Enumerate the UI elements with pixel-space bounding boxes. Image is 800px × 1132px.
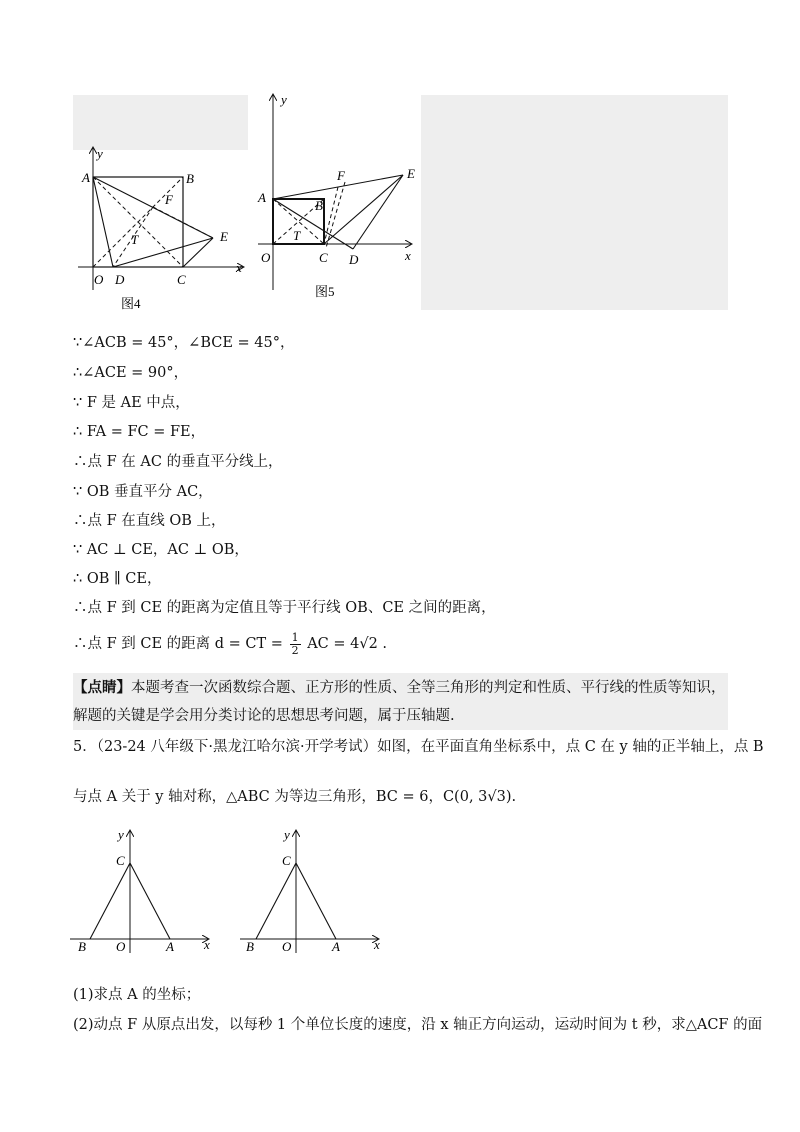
figure-background-right	[421, 95, 728, 310]
problem-5-question-1: (1)求点 A 的坐标；	[73, 987, 201, 1003]
p5-left-label-b: B	[78, 939, 86, 954]
fraction-one-half	[290, 632, 301, 657]
fig4-label-d: D	[115, 272, 125, 287]
comment-text-block	[73, 674, 728, 730]
problem-5-question-2: (2)动点 F 从原点出发，以每秒 1 个单位长度的速度，沿 x 轴正方向运动，运动时间为 t 秒，求△ACF 的面	[73, 1017, 763, 1033]
fig5-label-d: D	[349, 252, 359, 267]
p5-right-label-a: A	[332, 939, 340, 954]
comment-text: 本题考查一次函数综合题、正方形的性质、全等三角形的判定和性质、平行线的性质等知识，解题的关键是学会用分类讨论的思想思考问题，属于压轴题.	[73, 680, 726, 724]
fig4-label-x: x	[236, 260, 242, 275]
p5-right-label-b: B	[246, 939, 254, 954]
solution-line-3: ∵ F 是 AE 中点，	[73, 395, 190, 411]
p5-right-label-c: C	[282, 853, 291, 868]
p5-right-label-x: x	[374, 937, 380, 952]
fig5-label-x: x	[405, 248, 411, 263]
p5-left-label-y: y	[118, 827, 124, 842]
fig4-caption: 图4	[121, 296, 141, 311]
fig4-label-o: O	[94, 272, 104, 287]
fig4-label-a: A	[82, 170, 90, 185]
fig4-label-f: F	[165, 192, 173, 207]
solution-line-11	[73, 630, 387, 658]
p5-left-label-a: A	[166, 939, 174, 954]
solution-line-7: ∴点 F 在直线 OB 上，	[73, 513, 226, 529]
figure-4-diagram	[73, 140, 253, 315]
fig4-label-t: T	[131, 232, 139, 247]
p5-left-label-o: O	[116, 939, 126, 954]
p5-right-label-y: y	[284, 827, 290, 842]
fig5-label-c: C	[319, 250, 328, 265]
fig5-caption: 图5	[315, 284, 335, 299]
solution-line-2: ∴∠ACE = 90°，	[73, 365, 189, 381]
p5-left-label-c: C	[116, 853, 125, 868]
fig4-label-c: C	[177, 272, 186, 287]
solution-line-11-post: AC = 4√2 .	[307, 636, 388, 652]
solution-line-10: ∴点 F 到 CE 的距离为定值且等于平行线 OB、CE 之间的距离，	[73, 600, 496, 616]
fraction-numerator: 1	[291, 630, 299, 644]
figure-5-diagram	[253, 90, 421, 310]
fig5-label-b: B	[315, 198, 323, 213]
fig5-label-y: y	[281, 92, 287, 107]
problem-5-line-2: 与点 A 关于 y 轴对称，△ABC 为等边三角形，BC = 6，C(0, 3√3).	[73, 789, 517, 805]
fig5-label-o: O	[261, 250, 271, 265]
solution-line-6: ∵ OB 垂直平分 AC，	[73, 484, 213, 500]
fig4-label-e: E	[220, 229, 228, 244]
problem-5-figure-right	[238, 825, 388, 960]
problem-5-line-1: 5．（23-24 八年级下·黑龙江哈尔滨·开学考试）如图，在平面直角坐标系中，点 C 在 y 轴的正半轴上，点 B	[73, 739, 764, 755]
comment-tag: 【点睛】	[73, 679, 131, 696]
fig4-label-b: B	[186, 171, 194, 186]
solution-line-9: ∴ OB ∥ CE，	[73, 571, 162, 587]
problem-5-figure-left	[70, 825, 220, 960]
solution-line-8: ∵ AC ⊥ CE，AC ⊥ OB，	[73, 542, 249, 558]
solution-line-4: ∴ FA = FC = FE，	[73, 424, 206, 440]
solution-line-5: ∴点 F 在 AC 的垂直平分线上，	[73, 454, 283, 470]
fig5-label-e: E	[407, 166, 415, 181]
fig5-label-t: T	[293, 228, 301, 243]
solution-line-11-pre: ∴点 F 到 CE 的距离 d = CT =	[73, 636, 283, 652]
p5-right-label-o: O	[282, 939, 292, 954]
fig5-label-a: A	[258, 190, 266, 205]
p5-left-label-x: x	[204, 937, 210, 952]
fig5-label-f: F	[337, 168, 345, 183]
solution-line-1: ∵∠ACB = 45°，∠BCE = 45°，	[73, 335, 295, 351]
fig4-label-y: y	[97, 146, 103, 161]
fraction-denominator: 2	[291, 643, 299, 657]
